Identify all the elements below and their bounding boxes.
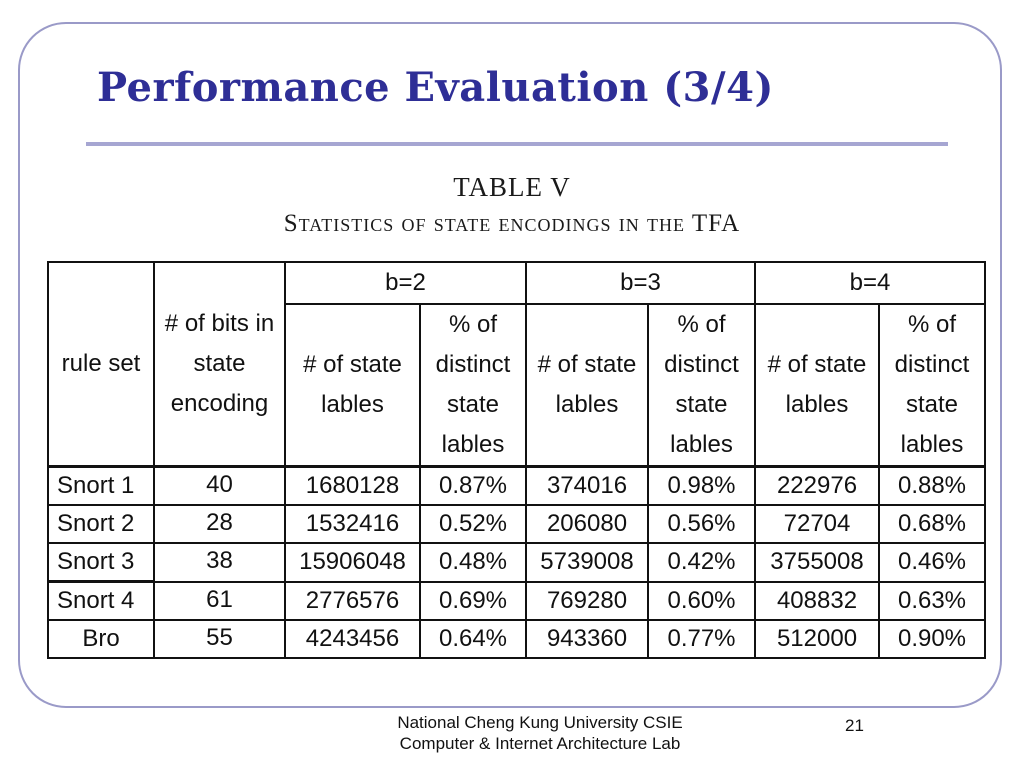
- table-row: [48, 582, 985, 621]
- cell-rule-set: Snort 1: [48, 467, 154, 506]
- cell-b3-percent: 0.98%: [648, 467, 755, 506]
- slide-title: Performance Evaluation (3/4): [97, 64, 774, 111]
- slide-footer: [340, 712, 740, 754]
- cell-b3-percent: 0.56%: [648, 505, 755, 543]
- table-number: TABLE V: [453, 172, 571, 202]
- table-row: [48, 505, 985, 543]
- header-b2-percent: % of distinct state lables: [420, 304, 526, 467]
- cell-b4-labels: 3755008: [755, 543, 879, 582]
- cell-b3-percent: 0.77%: [648, 620, 755, 658]
- cell-b2-percent: 0.64%: [420, 620, 526, 658]
- cell-b3-labels: 5739008: [526, 543, 648, 582]
- header-row-groups: [48, 262, 985, 304]
- cell-b4-percent: 0.68%: [879, 505, 985, 543]
- header-b2-labels: # of state lables: [285, 304, 420, 467]
- table-caption: Statistics of state encodings in the TFA: [283, 210, 741, 237]
- cell-b2-labels: 4243456: [285, 620, 420, 658]
- header-group-b3: b=3: [526, 262, 755, 304]
- cell-bits: 40: [154, 467, 285, 506]
- page-number: 21: [845, 716, 864, 735]
- cell-b2-labels: 2776576: [285, 582, 420, 621]
- cell-bits: 55: [154, 620, 285, 658]
- header-group-b2: b=2: [285, 262, 526, 304]
- header-b4-percent: % of distinct state lables: [879, 304, 985, 467]
- cell-rule-set: Bro: [48, 620, 154, 658]
- cell-rule-set: Snort 3: [48, 543, 154, 582]
- footer-institution: National Cheng Kung University CSIE: [397, 713, 683, 732]
- header-rule-set: rule set: [48, 262, 154, 467]
- title-divider: [86, 142, 948, 146]
- header-b3-percent: % of distinct state lables: [648, 304, 755, 467]
- cell-b2-percent: 0.48%: [420, 543, 526, 582]
- header-b4-labels: # of state lables: [755, 304, 879, 467]
- cell-b3-labels: 374016: [526, 467, 648, 506]
- cell-rule-set: Snort 2: [48, 505, 154, 543]
- cell-b3-labels: 943360: [526, 620, 648, 658]
- cell-b4-percent: 0.63%: [879, 582, 985, 621]
- table-row: [48, 620, 985, 658]
- cell-rule-set: Snort 4: [48, 582, 154, 621]
- table-row: [48, 543, 985, 582]
- cell-b4-percent: 0.88%: [879, 467, 985, 506]
- cell-b4-labels: 512000: [755, 620, 879, 658]
- footer-lab: Computer & Internet Architecture Lab: [399, 734, 681, 753]
- cell-b4-labels: 72704: [755, 505, 879, 543]
- cell-b4-percent: 0.46%: [879, 543, 985, 582]
- header-b3-labels: # of state lables: [526, 304, 648, 467]
- cell-b3-percent: 0.42%: [648, 543, 755, 582]
- cell-b3-labels: 206080: [526, 505, 648, 543]
- header-group-b4: b=4: [755, 262, 985, 304]
- table-row: [48, 467, 985, 506]
- cell-bits: 28: [154, 505, 285, 543]
- cell-b2-percent: 0.69%: [420, 582, 526, 621]
- cell-b2-labels: 1532416: [285, 505, 420, 543]
- cell-bits: 38: [154, 543, 285, 582]
- cell-bits: 61: [154, 582, 285, 621]
- cell-b2-percent: 0.87%: [420, 467, 526, 506]
- cell-b4-labels: 222976: [755, 467, 879, 506]
- cell-b2-labels: 1680128: [285, 467, 420, 506]
- cell-b3-percent: 0.60%: [648, 582, 755, 621]
- cell-b2-percent: 0.52%: [420, 505, 526, 543]
- cell-b4-labels: 408832: [755, 582, 879, 621]
- header-bits: # of bits in state encoding: [154, 262, 285, 467]
- cell-b3-labels: 769280: [526, 582, 648, 621]
- cell-b2-labels: 15906048: [285, 543, 420, 582]
- state-encoding-table: [47, 261, 986, 659]
- cell-b4-percent: 0.90%: [879, 620, 985, 658]
